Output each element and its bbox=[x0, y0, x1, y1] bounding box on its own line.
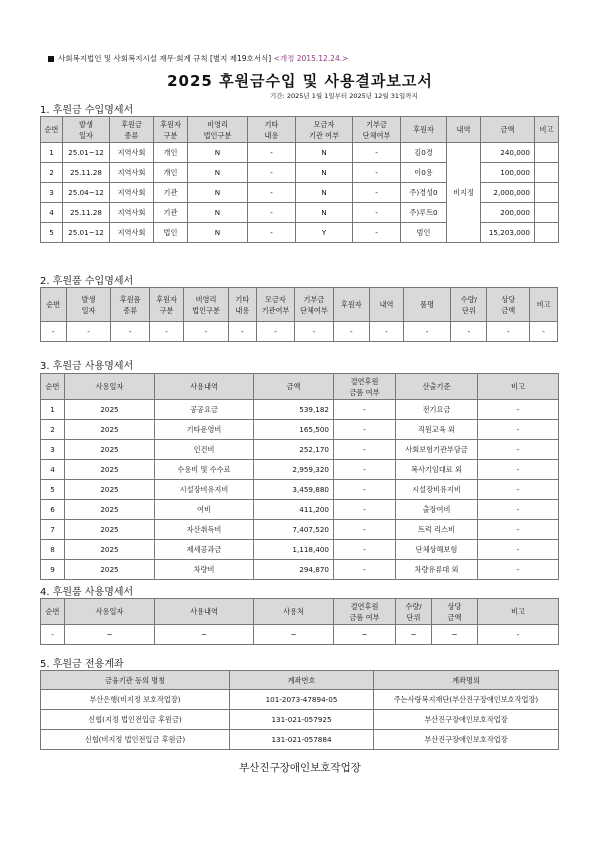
table-cell: 3,459,880 bbox=[254, 480, 334, 500]
table-cell: 주)경성0 bbox=[401, 183, 447, 203]
table-cell: 131-021-057925 bbox=[230, 710, 374, 730]
table-cell: 수용비 및 수수료 bbox=[155, 460, 254, 480]
table-cell: 294,870 bbox=[254, 560, 334, 580]
table-row bbox=[41, 460, 559, 480]
table-cell: 신협(지정 법인전입금 후원금) bbox=[41, 710, 230, 730]
table-cell: - bbox=[353, 143, 401, 163]
table-cell: ~ bbox=[396, 625, 432, 645]
table-cell: - bbox=[248, 183, 296, 203]
table-cell: - bbox=[478, 540, 559, 560]
column-header: 기부금 단체여부 bbox=[353, 117, 401, 143]
table-row bbox=[41, 500, 559, 520]
table-cell: N bbox=[188, 163, 248, 183]
table-cell bbox=[535, 163, 559, 183]
table-cell bbox=[535, 203, 559, 223]
table-cell: - bbox=[478, 440, 559, 460]
table-cell: - bbox=[295, 322, 333, 342]
table-cell: 차량비 bbox=[155, 560, 254, 580]
table-row bbox=[41, 143, 559, 163]
column-header: 순번 bbox=[41, 599, 65, 625]
table-cell: 4 bbox=[41, 460, 65, 480]
table-row bbox=[41, 710, 559, 730]
table-cell: 8 bbox=[41, 540, 65, 560]
table-cell: 시설장비유지비 bbox=[396, 480, 478, 500]
table-cell: 7 bbox=[41, 520, 65, 540]
table-cell: N bbox=[296, 203, 353, 223]
table-cell: N bbox=[188, 203, 248, 223]
section1-title: 1. 후원금 수입명세서 bbox=[40, 105, 134, 116]
column-header: 비고 bbox=[530, 288, 558, 322]
table-cell: 법인 bbox=[154, 223, 188, 243]
column-header: 결연후원 금품 여부 bbox=[334, 599, 396, 625]
table-cell: 전기요금 bbox=[396, 400, 478, 420]
column-header: 결연후원 금품 여부 bbox=[334, 374, 396, 400]
column-header: 비고 bbox=[478, 374, 559, 400]
table-cell: - bbox=[41, 625, 65, 645]
table-cell: 5 bbox=[41, 223, 63, 243]
table-cell: 지역사회 bbox=[110, 223, 154, 243]
table-cell: 기타운영비 bbox=[155, 420, 254, 440]
table-cell: - bbox=[248, 223, 296, 243]
column-header: 기부금 단체여부 bbox=[295, 288, 333, 322]
column-header: 비고 bbox=[478, 599, 559, 625]
table-cell: 6 bbox=[41, 500, 65, 520]
table-cell: - bbox=[353, 183, 401, 203]
table-cell: 25.01~12 bbox=[63, 143, 110, 163]
table-cell: 25.04~12 bbox=[63, 183, 110, 203]
table-cell: 2025 bbox=[65, 500, 155, 520]
table-cell: 시설장비유지비 bbox=[155, 480, 254, 500]
table-cell: - bbox=[478, 520, 559, 540]
table-cell: - bbox=[478, 560, 559, 580]
table-cell: 지역사회 bbox=[110, 143, 154, 163]
table-row bbox=[41, 730, 559, 750]
table-cell: 200,000 bbox=[481, 203, 535, 223]
table-cell: - bbox=[478, 460, 559, 480]
table-row bbox=[41, 440, 559, 460]
table-cell: 부산은행(비지정 보호작업장) bbox=[41, 690, 230, 710]
column-header: 비고 bbox=[535, 117, 559, 143]
table-cell: 지역사회 bbox=[110, 183, 154, 203]
table-cell: ~ bbox=[432, 625, 478, 645]
table-cell: - bbox=[248, 163, 296, 183]
column-header: 내역 bbox=[447, 117, 481, 143]
table-cell: 411,200 bbox=[254, 500, 334, 520]
column-header: 후원자 bbox=[401, 117, 447, 143]
table-cell: - bbox=[334, 560, 396, 580]
table-row bbox=[41, 480, 559, 500]
regulation-line bbox=[48, 53, 348, 64]
table-row bbox=[41, 625, 559, 645]
table-cell: 신협(비지정 법인전입금 후원금) bbox=[41, 730, 230, 750]
table-cell: ~ bbox=[65, 625, 155, 645]
table-cell: 2025 bbox=[65, 480, 155, 500]
table-cell: - bbox=[353, 203, 401, 223]
table-cell: 5 bbox=[41, 480, 65, 500]
column-header: 모금자 기관 여부 bbox=[296, 117, 353, 143]
column-header: 순번 bbox=[41, 374, 65, 400]
table-cell: - bbox=[334, 420, 396, 440]
table-cell: - bbox=[487, 322, 530, 342]
table-cell: 인건비 bbox=[155, 440, 254, 460]
column-header: 금액 bbox=[481, 117, 535, 143]
table-cell: Y bbox=[296, 223, 353, 243]
table-row bbox=[41, 183, 559, 203]
table-cell: 3 bbox=[41, 183, 63, 203]
revision-text: <개정 2015.12.24.> bbox=[273, 54, 349, 63]
table-cell: 2 bbox=[41, 163, 63, 183]
table-cell: N bbox=[188, 143, 248, 163]
table-row bbox=[41, 690, 559, 710]
donation-usage-table bbox=[40, 373, 559, 580]
table-cell: ~ bbox=[254, 625, 334, 645]
table-cell: - bbox=[334, 540, 396, 560]
section5-title: 5. 후원금 전용계좌 bbox=[40, 659, 124, 670]
table-cell: - bbox=[334, 400, 396, 420]
column-header: 모금자 기관여부 bbox=[256, 288, 294, 322]
table-cell: - bbox=[334, 440, 396, 460]
column-header: 수량/ 단위 bbox=[396, 599, 432, 625]
table-cell: 개인 bbox=[154, 163, 188, 183]
column-header: 계좌번호 bbox=[230, 671, 374, 690]
table-row bbox=[41, 540, 559, 560]
table-cell: 25.01~12 bbox=[63, 223, 110, 243]
table-cell: 101-2073-47894-05 bbox=[230, 690, 374, 710]
table-cell: 출장여비 bbox=[396, 500, 478, 520]
table-cell: 기관 bbox=[154, 183, 188, 203]
table-cell: 1 bbox=[41, 400, 65, 420]
table-cell: 2025 bbox=[65, 520, 155, 540]
table-cell: - bbox=[248, 143, 296, 163]
column-header: 금융기관 등의 명칭 bbox=[41, 671, 230, 690]
column-header: 기타 내용 bbox=[228, 288, 256, 322]
table-cell: 100,000 bbox=[481, 163, 535, 183]
table-cell: N bbox=[188, 223, 248, 243]
table-cell: 제세공과금 bbox=[155, 540, 254, 560]
table-cell: 사회보험기관부담금 bbox=[396, 440, 478, 460]
table-cell: N bbox=[296, 143, 353, 163]
table-cell: - bbox=[451, 322, 487, 342]
table-cell: - bbox=[256, 322, 294, 342]
regulation-text: 사회복지법인 및 사회복지시설 재무·회계 규칙 [별지 제19호서식] bbox=[58, 54, 272, 63]
table-cell: 25.11.28 bbox=[63, 163, 110, 183]
section4-title: 4. 후원품 사용명세서 bbox=[40, 587, 134, 598]
column-header: 발생 일자 bbox=[63, 117, 110, 143]
table-cell: - bbox=[111, 322, 149, 342]
table-cell: 단체상해보험 bbox=[396, 540, 478, 560]
column-header: 비영리 법인구분 bbox=[184, 288, 229, 322]
column-header: 기타 내용 bbox=[248, 117, 296, 143]
table-cell bbox=[535, 183, 559, 203]
column-header: 후원품 종류 bbox=[111, 288, 149, 322]
column-header: 비영리 법인구분 bbox=[188, 117, 248, 143]
column-header: 순번 bbox=[41, 117, 63, 143]
section3-title: 3. 후원금 사용명세서 bbox=[40, 361, 134, 372]
column-header: 사용처 bbox=[254, 599, 334, 625]
column-header: 산출기준 bbox=[396, 374, 478, 400]
table-cell: 252,170 bbox=[254, 440, 334, 460]
column-header: 품명 bbox=[404, 288, 451, 322]
organization-name: 부산진구장애인보호작업장 bbox=[239, 762, 361, 774]
table-cell: 주)루트0 bbox=[401, 203, 447, 223]
column-header: 상당 금액 bbox=[432, 599, 478, 625]
table-cell: 복사기임대료 외 bbox=[396, 460, 478, 480]
column-header: 후원자 구분 bbox=[154, 117, 188, 143]
square-bullet-icon bbox=[48, 56, 54, 62]
table-cell: 공공요금 bbox=[155, 400, 254, 420]
column-header: 사용일자 bbox=[65, 374, 155, 400]
table-cell: - bbox=[334, 500, 396, 520]
column-header: 내역 bbox=[369, 288, 403, 322]
table-cell: - bbox=[353, 223, 401, 243]
table-cell: - bbox=[41, 322, 67, 342]
table-cell: 이0용 bbox=[401, 163, 447, 183]
table-cell: 15,203,000 bbox=[481, 223, 535, 243]
table-cell: 차량유류대 외 bbox=[396, 560, 478, 580]
table-cell: N bbox=[296, 163, 353, 183]
section2-title: 2. 후원품 수입명세서 bbox=[40, 276, 134, 287]
table-cell: 지역사회 bbox=[110, 163, 154, 183]
table-cell: 2025 bbox=[65, 540, 155, 560]
table-row bbox=[41, 203, 559, 223]
table-cell: - bbox=[334, 460, 396, 480]
table-cell: ~ bbox=[155, 625, 254, 645]
table-row bbox=[41, 322, 558, 342]
column-header: 금액 bbox=[254, 374, 334, 400]
table-cell: 7,407,520 bbox=[254, 520, 334, 540]
document-title: 2025 후원금수입 및 사용결과보고서 bbox=[167, 72, 433, 90]
report-period: 기간: 2025년 1월 1일부터 2025년 12월 31일까지 bbox=[270, 92, 418, 100]
table-row bbox=[41, 560, 559, 580]
table-cell: 트럭 리스비 bbox=[396, 520, 478, 540]
table-cell: 2025 bbox=[65, 400, 155, 420]
table-cell: - bbox=[478, 400, 559, 420]
table-row bbox=[41, 163, 559, 183]
table-cell: 여비 bbox=[155, 500, 254, 520]
column-header: 수량/ 단위 bbox=[451, 288, 487, 322]
table-cell: - bbox=[184, 322, 229, 342]
goods-income-table bbox=[40, 287, 558, 342]
table-cell: 9 bbox=[41, 560, 65, 580]
table-row bbox=[41, 520, 559, 540]
table-cell: - bbox=[334, 520, 396, 540]
table-cell: 165,500 bbox=[254, 420, 334, 440]
table-cell: 3 bbox=[41, 440, 65, 460]
column-header: 후원자 bbox=[333, 288, 369, 322]
table-row bbox=[41, 400, 559, 420]
table-cell: 1,118,400 bbox=[254, 540, 334, 560]
table-cell: 539,182 bbox=[254, 400, 334, 420]
table-cell: 부산진구장애인보호작업장 bbox=[374, 710, 559, 730]
table-cell: - bbox=[333, 322, 369, 342]
table-cell: 기관 bbox=[154, 203, 188, 223]
table-cell bbox=[535, 223, 559, 243]
table-cell: - bbox=[369, 322, 403, 342]
table-cell: - bbox=[248, 203, 296, 223]
column-header: 사용내역 bbox=[155, 599, 254, 625]
table-cell: - bbox=[353, 163, 401, 183]
table-cell: 1 bbox=[41, 143, 63, 163]
table-row bbox=[41, 420, 559, 440]
table-cell: 2025 bbox=[65, 560, 155, 580]
table-cell: 2,000,000 bbox=[481, 183, 535, 203]
table-cell: 240,000 bbox=[481, 143, 535, 163]
table-cell: 개인 bbox=[154, 143, 188, 163]
table-cell: 직원교육 외 bbox=[396, 420, 478, 440]
table-cell: 부산진구장애인보호작업장 bbox=[374, 730, 559, 750]
table-cell: 25.11.28 bbox=[63, 203, 110, 223]
table-cell: 131-021-057884 bbox=[230, 730, 374, 750]
table-cell: - bbox=[404, 322, 451, 342]
table-cell: - bbox=[66, 322, 111, 342]
table-cell: 4 bbox=[41, 203, 63, 223]
table-cell: 자산취득비 bbox=[155, 520, 254, 540]
column-header: 상당 금액 bbox=[487, 288, 530, 322]
merged-detail-cell: 비지정 bbox=[447, 143, 481, 243]
column-header: 계좌명의 bbox=[374, 671, 559, 690]
table-cell: 2025 bbox=[65, 460, 155, 480]
table-cell: - bbox=[530, 322, 558, 342]
table-cell: N bbox=[296, 183, 353, 203]
table-cell: - bbox=[478, 420, 559, 440]
table-cell: 2 bbox=[41, 420, 65, 440]
column-header: 발생 일자 bbox=[66, 288, 111, 322]
table-cell: - bbox=[478, 480, 559, 500]
column-header: 사용일자 bbox=[65, 599, 155, 625]
column-header: 후원금 종류 bbox=[110, 117, 154, 143]
column-header: 사용내역 bbox=[155, 374, 254, 400]
goods-usage-table bbox=[40, 598, 559, 645]
table-cell: 지역사회 bbox=[110, 203, 154, 223]
table-cell: 2025 bbox=[65, 440, 155, 460]
column-header: 순번 bbox=[41, 288, 67, 322]
table-cell: 범인 bbox=[401, 223, 447, 243]
column-header: 후원자 구분 bbox=[149, 288, 183, 322]
table-cell: 2,959,320 bbox=[254, 460, 334, 480]
table-cell: - bbox=[478, 500, 559, 520]
table-cell: - bbox=[149, 322, 183, 342]
account-table bbox=[40, 670, 559, 750]
table-cell: ~ bbox=[334, 625, 396, 645]
table-cell: 주는사랑복지재단(부산진구장애인보호작업장) bbox=[374, 690, 559, 710]
table-cell: N bbox=[188, 183, 248, 203]
table-cell: 2025 bbox=[65, 420, 155, 440]
table-cell: - bbox=[334, 480, 396, 500]
table-row bbox=[41, 223, 559, 243]
donation-income-table bbox=[40, 116, 559, 243]
table-cell: - bbox=[478, 625, 559, 645]
table-cell: - bbox=[228, 322, 256, 342]
table-cell bbox=[535, 143, 559, 163]
table-cell: 김0경 bbox=[401, 143, 447, 163]
